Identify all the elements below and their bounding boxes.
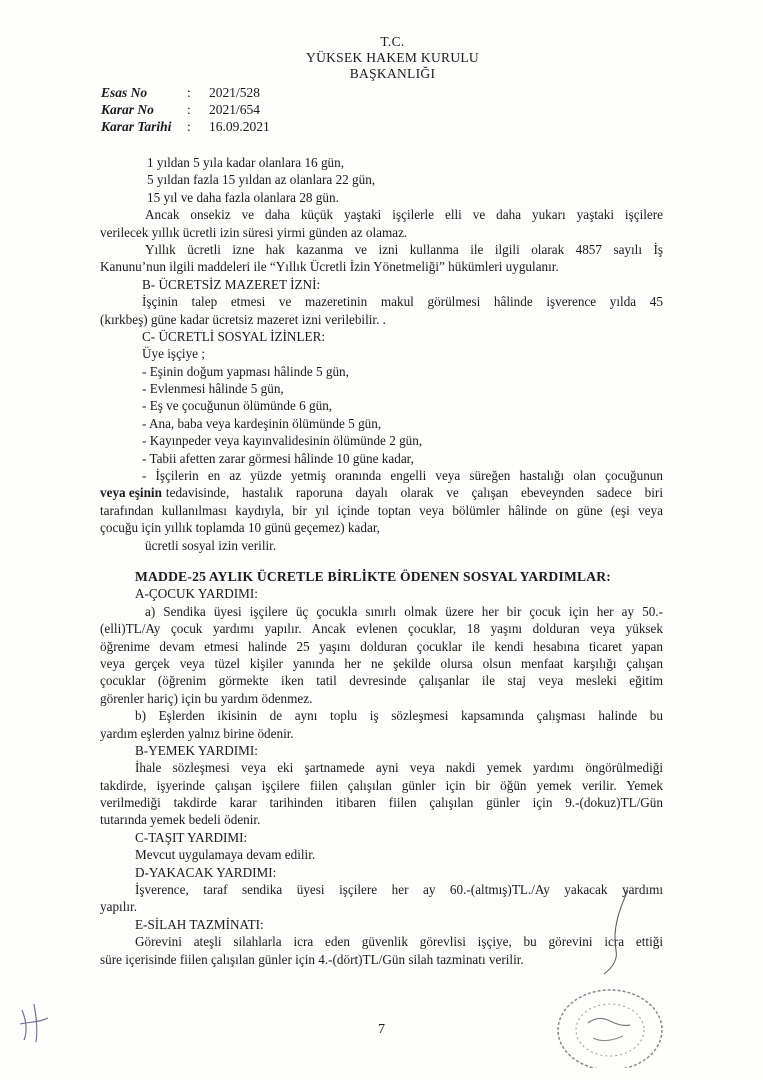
meta-value: 16.09.2021 <box>209 119 270 134</box>
meta-row-esas <box>101 84 270 101</box>
body-line: Mevcut uygulamaya devam edilir. <box>135 847 316 863</box>
body-line: İhale sözleşmesi veya eki şartnamede ayni veya nakdi yemek yardımı öngörülmediği <box>135 760 663 776</box>
spacer <box>100 554 663 568</box>
body-line: 15 yıl ve daha fazla olanlara 28 gün. <box>147 189 339 205</box>
body-line: veya gerçek veya tüzel kişiler yanında her ne şekilde olursa olsun menfaat karşılığı çalışan <box>100 655 663 671</box>
body-line: 1 yıldan 5 yıla kadar olanlara 16 gün, <box>147 155 345 170</box>
document-body <box>100 154 663 968</box>
body-line: Görevini ateşli silahlarla icra eden güvenlik görevlisi işçiye, bu görevini icra ettiği <box>135 934 663 950</box>
body-line: 5 yıldan fazla 15 yıldan az olanlara 22 gün, <box>147 172 376 188</box>
case-meta <box>101 84 270 135</box>
body-line: verilecek yıllık ücretli izin süresi yirmi günden az olamaz. <box>100 224 408 240</box>
list-item: - Eşinin doğum yapması hâlinde 5 gün, <box>142 363 349 379</box>
meta-colon: : <box>187 85 191 100</box>
body-line: görenler hariç) için bu yardım ödenmez. <box>100 690 313 706</box>
list-item: - Ana, baba veya kardeşinin ölümünde 5 gün, <box>142 415 382 431</box>
body-line: İşverence, taraf sendika üyesi işçilere her ay 60.-(altmış)TL./Ay yakacak yardımı <box>135 882 663 898</box>
meta-colon: : <box>187 102 191 117</box>
bold-phrase: veya eşinin <box>100 485 162 501</box>
document-header <box>0 34 763 82</box>
section-heading: C- ÜCRETLİ SOSYAL İZİNLER: <box>142 328 326 344</box>
section-heading: D-YAKACAK YARDIMI: <box>135 864 277 880</box>
body-line: verilmediği takdirde karar tarihinden itibaren fiilen çalışılan günler için 9.-(dokuz)TL/Gün <box>100 795 663 811</box>
meta-colon: : <box>187 119 191 134</box>
body-line: (elli)TL/Ay çocuk yardımı yapılır. Ancak evlenen çocuklar, 18 yaşını dolduran veya yüksek <box>100 621 663 637</box>
section-heading: A-ÇOCUK YARDIMI: <box>135 586 258 602</box>
body-line: yapılır. <box>100 899 137 915</box>
body-line: a) Sendika üyesi işçilere üç çocukla sınırlı olmak üzere her bir çocuk için her ay 50.- <box>145 603 663 619</box>
body-line: tedavisinde, hastalık raporuna dayalı olarak ve çalışan ebeveynden sadece biri <box>165 485 663 501</box>
list-item: - Tabii afetten zarar görmesi hâlinde 10 güne kadar, <box>142 450 414 466</box>
body-line: çocuğu için yıllık toplamda 10 günü geçemez) kadar, <box>100 520 380 536</box>
body-line: (kırkbeş) güne kadar ücretsiz mazeret izni verilebilir. . <box>100 311 386 327</box>
list-item: - Eş ve çocuğunun ölümünde 6 gün, <box>142 398 333 414</box>
body-line: süre içerisinde fiilen çalışılan günler için 4.-(dört)TL/Gün silah tazminatı verilir. <box>100 951 524 967</box>
article-title: MADDE-25 AYLIK ÜCRETLE BİRLİKTE ÖDENEN SOSYAL YARDIMLAR: <box>135 568 611 584</box>
header-line-tc: T.C. <box>380 34 405 49</box>
body-line: Ancak onsekiz ve daha küçük yaştaki işçilerle elli ve daha yukarı yaştaki işçilere <box>145 207 663 223</box>
page-number: 7 <box>378 1022 385 1037</box>
body-line: yardım eşlerden yalnız birine ödenir. <box>100 725 294 741</box>
body-line: b) Eşlerden ikisinin de aynı toplu iş sözleşmesi kapsamında çalışması halinde bu <box>135 708 663 724</box>
body-line: tutarında yemek bedeli ödenir. <box>100 812 261 828</box>
meta-key: Karar No <box>101 102 154 117</box>
meta-key: Esas No <box>101 85 148 100</box>
body-line: takdirde, işyerinde çalışan işçilere fiilen çalışılan günler için bir öğün yemek verilir. Yemek <box>100 777 663 793</box>
initials-mark-icon <box>16 1000 52 1044</box>
section-heading: B- ÜCRETSİZ MAZERET İZNİ: <box>142 276 321 292</box>
section-heading: B-YEMEK YARDIMI: <box>135 742 258 758</box>
body-line: ücretli sosyal izin verilir. <box>145 537 277 553</box>
meta-value: 2021/528 <box>209 85 261 100</box>
body-line: öğrenime devam etmesi halinde 25 yaşını dolduran çocuklar ile kendi hesabına ticaret yapan <box>100 638 663 654</box>
body-line: İşçinin talep etmesi ve mazeretinin makul görülmesi hâlinde işverence yılda 45 <box>142 294 663 310</box>
body-line: Üye işçiye ; <box>142 346 205 362</box>
body-line: tarafından kullanılması kaydıyla, bir yıl içinde toptan veya bölümler hâlinde on güne (eşi veya <box>100 502 663 518</box>
section-heading: C-TAŞIT YARDIMI: <box>135 829 248 845</box>
list-item: - İşçilerin en az yüzde yetmiş oranında engelli veya süreğen hastalığı olan çocuğunun <box>142 468 663 484</box>
header-line-presidency: BAŞKANLIĞI <box>349 66 436 81</box>
official-seal-icon <box>538 968 670 1068</box>
meta-key: Karar Tarihi <box>101 119 172 134</box>
body-line: Yıllık ücretli izne hak kazanma ve izni kullanma ile ilgili olarak 4857 sayılı İş <box>145 241 663 257</box>
header-line-institution: YÜKSEK HAKEM KURULU <box>306 50 479 65</box>
meta-row-date <box>101 118 270 135</box>
body-line: Kanunu’nun ilgili maddeleri ile “Yıllık Ücretli İzin Yönetmeliği” hükümleri uygulanır. <box>100 259 559 275</box>
list-item: - Kayınpeder veya kayınvalidesinin ölümünde 2 gün, <box>142 433 423 449</box>
list-item: - Evlenmesi hâlinde 5 gün, <box>142 381 284 397</box>
section-heading: E-SİLAH TAZMİNATI: <box>135 916 264 932</box>
meta-row-karar <box>101 101 270 118</box>
body-line: çocuklar (öğrenim görmekte iken tatil devresinde çalışanlar ile staj veya mesleki eğitim <box>100 673 663 689</box>
body-line-mixed <box>100 484 663 501</box>
meta-value: 2021/654 <box>209 102 261 117</box>
signature-icon <box>598 888 638 978</box>
